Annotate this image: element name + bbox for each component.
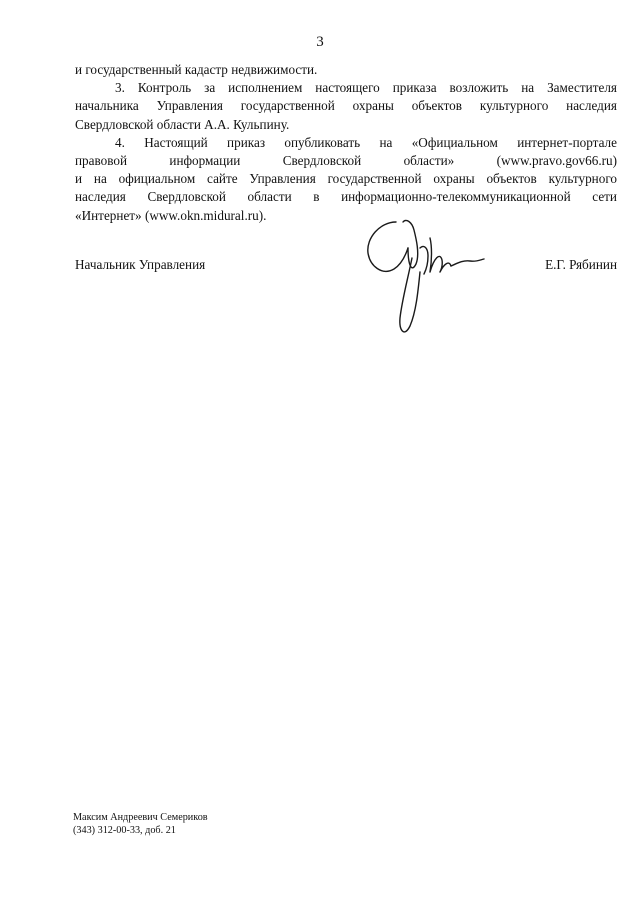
- body-line-1: и государственный кадастр недвижимости.: [75, 62, 318, 77]
- paragraph-3-line-3: Свердловской области А.А. Кульпину.: [75, 116, 290, 132]
- executor-footer: [73, 811, 208, 837]
- paragraph-3-line-2: начальника Управления государственной охраны объектов культурного наследия: [75, 98, 617, 114]
- paragraph-4-line-1: 4. Настоящий приказ опубликовать на «Официальном интернет-портале: [115, 134, 617, 150]
- executor-phone: (343) 312-00-33, доб. 21: [73, 825, 176, 836]
- paragraph-4-line-4: наследия Свердловской области в информационно-телекоммуникационной сети: [75, 189, 617, 205]
- paragraph-4-line-5: «Интернет» (www.okn.midural.ru).: [75, 207, 267, 223]
- paragraph-4-line-2: правовой информации Свердловской области» (www.pravo.gov66.ru): [75, 153, 617, 169]
- paragraph-4-line-3: и на официальном сайте Управления государственной охраны объектов культурного: [75, 171, 617, 187]
- signature-row: [75, 257, 617, 277]
- executor-name: Максим Андреевич Семериков: [73, 812, 208, 823]
- signatory-name: Е.Г. Рябинин: [545, 257, 617, 272]
- page-number: 3: [316, 34, 324, 50]
- paragraph-3-line-1: 3. Контроль за исполнением настоящего приказа возложить на Заместителя: [115, 80, 617, 96]
- handwritten-signature-icon: [356, 208, 486, 343]
- document-body: [75, 61, 617, 225]
- signatory-title: Начальник Управления: [75, 257, 206, 272]
